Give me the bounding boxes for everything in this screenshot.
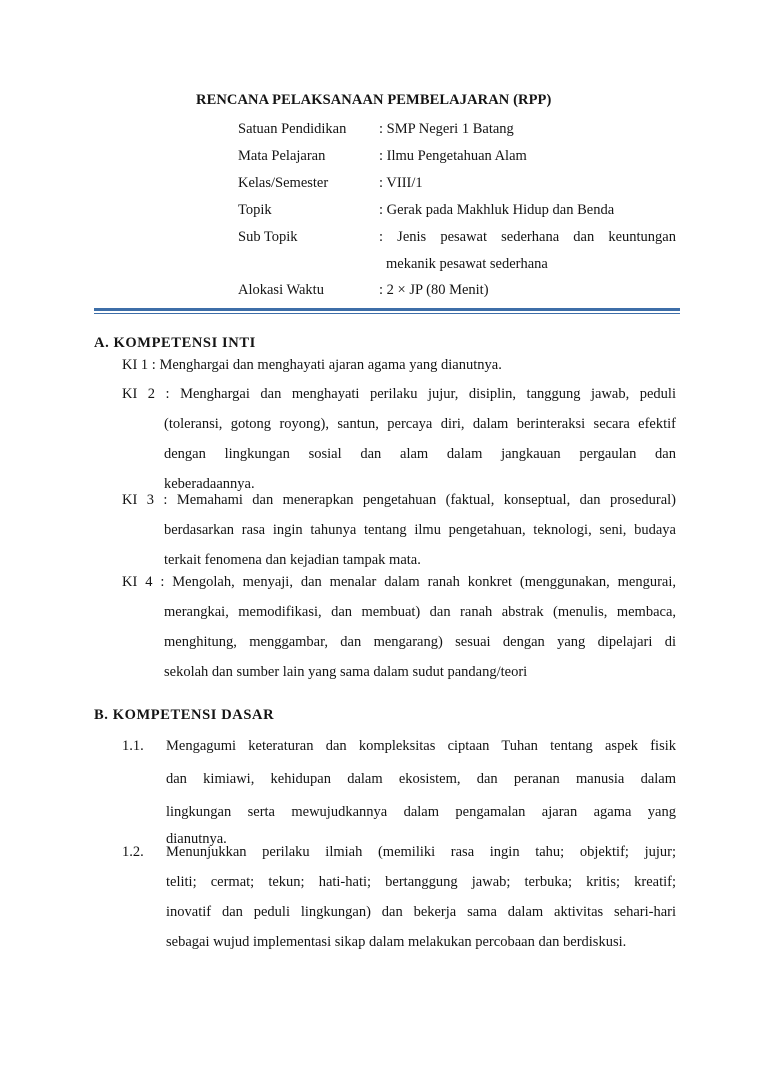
identity-value: : 2 × JP (80 Menit)	[379, 282, 489, 298]
identity-label: Topik	[238, 202, 272, 218]
paragraph-line: (toleransi, gotong royong), santun, percaya diri, dalam berinteraksi secara efektif	[164, 416, 676, 432]
section-heading: B. KOMPETENSI DASAR	[94, 707, 275, 723]
identity-value: : Gerak pada Makhluk Hidup dan Benda	[379, 202, 615, 218]
header-divider-thin	[94, 313, 680, 314]
paragraph-line: teliti; cermat; tekun; hati-hati; bertanggung jawab; terbuka; kritis; kreatif;	[166, 874, 676, 890]
paragraph-line: lingkungan serta mewujudkannya dalam pengamalan ajaran agama yang	[166, 804, 676, 820]
kd-1-1	[166, 731, 676, 854]
paragraph-line: terkait fenomena dan kejadian tampak mata.	[164, 552, 421, 568]
paragraph-line: KI 1 : Menghargai dan menghayati ajaran agama yang dianutnya.	[122, 357, 502, 373]
paragraph-line: merangkai, memodifikasi, dan membuat) dan ranah abstrak (menulis, membaca,	[164, 604, 676, 620]
kd-number: 1.2.	[122, 844, 144, 860]
ki-1	[122, 350, 676, 380]
identity-value: : SMP Negeri 1 Batang	[379, 121, 514, 137]
identity-value: : VIII/1	[379, 175, 423, 191]
header-divider	[94, 308, 680, 311]
identity-label: Mata Pelajaran	[238, 148, 326, 164]
identity-label: Alokasi Waktu	[238, 282, 324, 298]
paragraph-line: dianutnya.	[166, 831, 227, 847]
paragraph-line: KI 3 : Memahami dan menerapkan pengetahuan (faktual, konseptual, dan prosedural)	[122, 492, 676, 508]
paragraph-line: dan kimiawi, kehidupan dalam ekosistem, dan peranan manusia dalam	[166, 771, 676, 787]
ki-2	[122, 379, 676, 499]
paragraph-line: Mengagumi keteraturan dan kompleksitas ciptaan Tuhan tentang aspek fisik	[166, 738, 676, 754]
document-title: RENCANA PELAKSANAAN PEMBELAJARAN (RPP)	[196, 92, 552, 108]
identity-value-continued: mekanik pesawat sederhana	[386, 256, 548, 272]
kd-1-2	[166, 837, 676, 957]
ki-4	[122, 567, 676, 687]
identity-label: Sub Topik	[238, 229, 298, 245]
paragraph-line: berdasarkan rasa ingin tahunya tentang ilmu pengetahuan, teknologi, seni, budaya	[164, 522, 676, 538]
section-heading: A. KOMPETENSI INTI	[94, 335, 256, 351]
paragraph-line: menghitung, menggambar, dan mengarang) sesuai dengan yang dipelajari di	[164, 634, 676, 650]
identity-label: Kelas/Semester	[238, 175, 329, 191]
paragraph-line: keberadaannya.	[164, 476, 255, 492]
paragraph-line: KI 2 : Menghargai dan menghayati perilaku jujur, disiplin, tanggung jawab, peduli	[122, 386, 676, 402]
paragraph-line: inovatif dan peduli lingkungan) dan bekerja sama dalam aktivitas sehari-hari	[166, 904, 676, 920]
identity-value: : Jenis pesawat sederhana dan keuntungan	[379, 229, 676, 245]
paragraph-line: Menunjukkan perilaku ilmiah (memiliki rasa ingin tahu; objektif; jujur;	[166, 844, 676, 860]
paragraph-line: sebagai wujud implementasi sikap dalam melakukan percobaan dan berdiskusi.	[166, 934, 627, 950]
paragraph-line: sekolah dan sumber lain yang sama dalam sudut pandang/teori	[164, 664, 528, 680]
paragraph-line: dengan lingkungan sosial dan alam dalam jangkauan pergaulan dan	[164, 446, 676, 462]
kd-number: 1.1.	[122, 738, 144, 754]
paragraph-line: KI 4 : Mengolah, menyaji, dan menalar dalam ranah konkret (menggunakan, mengurai,	[122, 574, 676, 590]
identity-value: : Ilmu Pengetahuan Alam	[379, 148, 527, 164]
identity-label: Satuan Pendidikan	[238, 121, 347, 137]
ki-3	[122, 485, 676, 575]
